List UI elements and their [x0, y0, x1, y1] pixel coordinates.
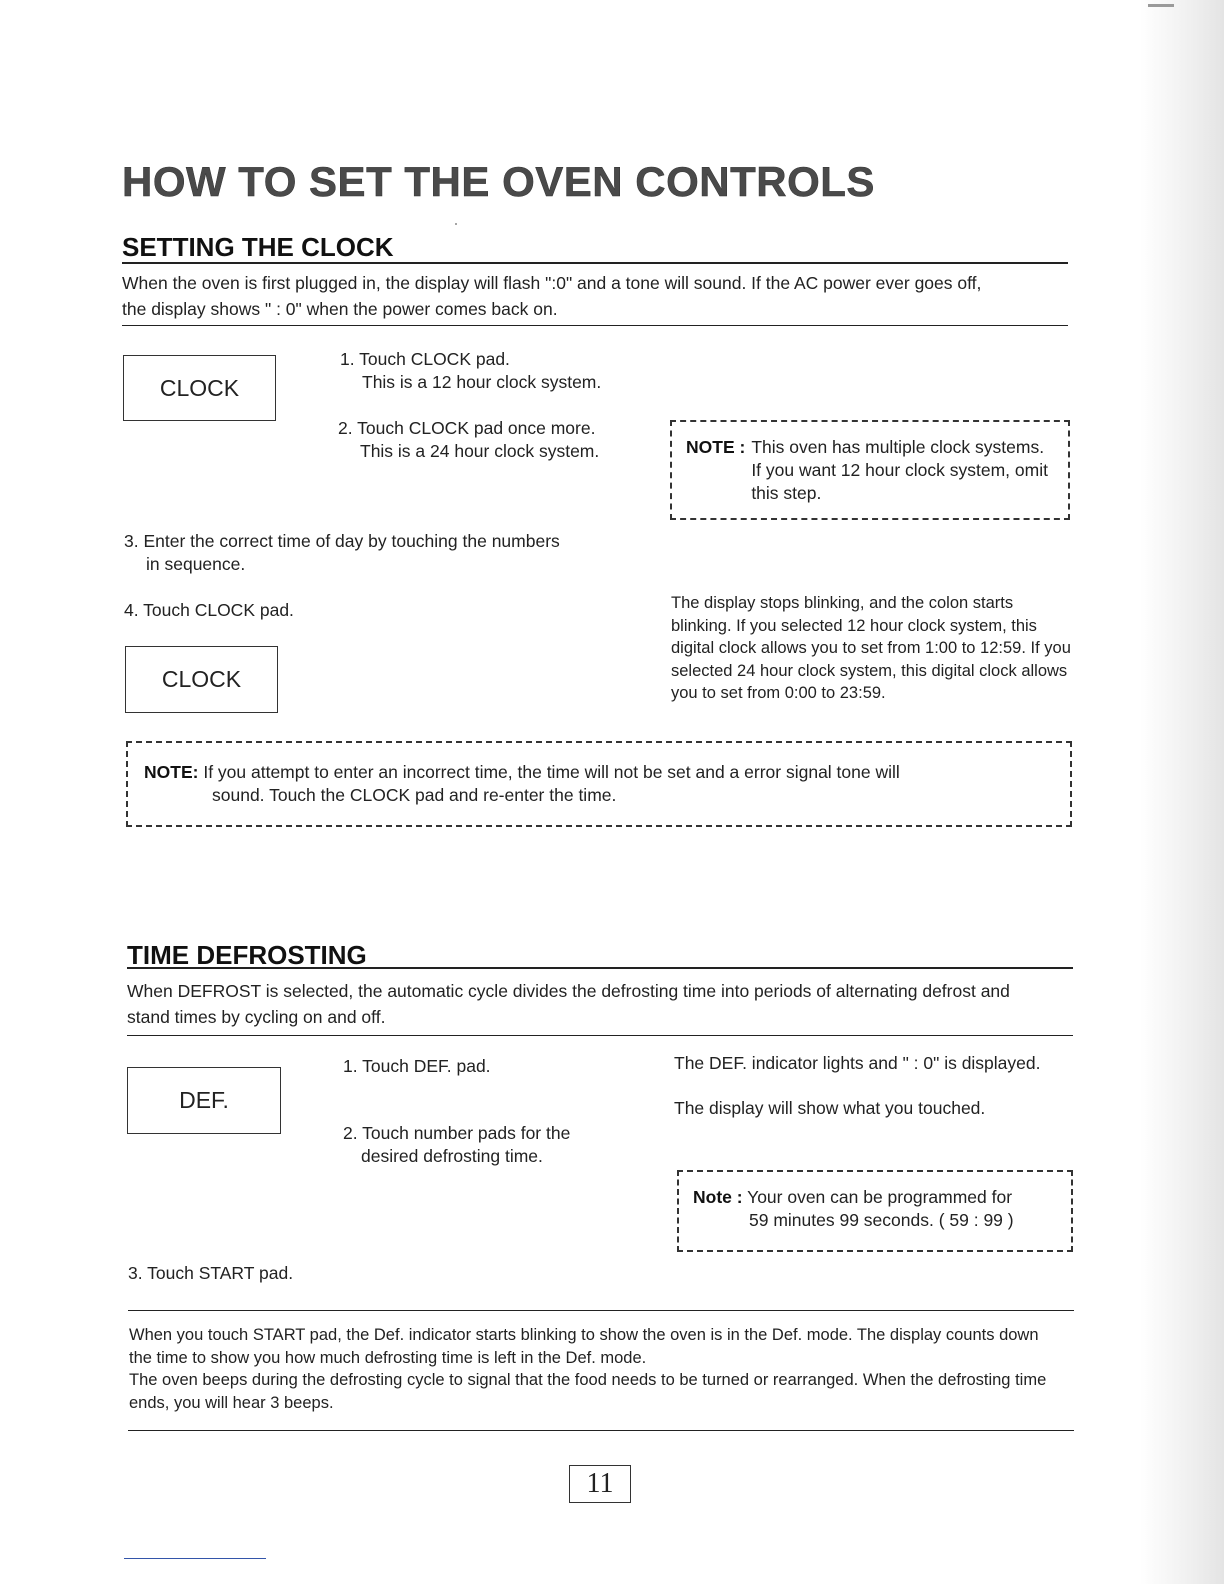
clock-step-2-text: 2. Touch CLOCK pad once more.	[338, 418, 596, 438]
page-edge-shadow	[1140, 0, 1224, 1584]
defrost-step-2-result: The display will show what you touched.	[674, 1098, 986, 1118]
defrost-summary-bottom-rule	[128, 1430, 1074, 1431]
defrost-step-2	[343, 1122, 570, 1168]
clock-step-1	[340, 348, 601, 394]
clock-step-1-sub: This is a 12 hour clock system.	[362, 372, 602, 392]
defrost-step-1: 1. Touch DEF. pad.	[343, 1056, 491, 1076]
def-pad-button[interactable]: DEF.	[127, 1067, 281, 1134]
clock-pad-button[interactable]: CLOCK	[123, 355, 276, 421]
clock-system-note-text: This oven has multiple clock systems. If you want 12 hour clock system, omit this step.	[751, 437, 1048, 503]
clock-step-3-sub: in sequence.	[146, 554, 246, 574]
defrost-summary-1: When you touch START pad, the Def. indicator starts blinking to show the oven is in the Def. mode. The display counts down the time to show you how much defrosting time is left in the Def. mode.	[129, 1326, 1039, 1367]
clock-heading-rule	[122, 262, 1068, 264]
defrost-step-3: 3. Touch START pad.	[128, 1263, 294, 1283]
clock-step-2-sub: This is a 24 hour clock system.	[360, 441, 600, 461]
clock-step-3	[124, 530, 560, 576]
defrost-note-sub: 59 minutes 99 seconds. ( 59 : 99 )	[749, 1210, 1014, 1230]
defrost-section-heading: TIME DEFROSTING	[127, 940, 367, 970]
clock-intro-rule	[122, 325, 1068, 326]
clock-system-note-box	[670, 420, 1070, 520]
clock-step-2	[338, 417, 599, 463]
clock-error-note-box	[126, 741, 1072, 827]
page-title: HOW TO SET THE OVEN CONTROLS	[122, 158, 875, 205]
clock-pad-button-2[interactable]: CLOCK	[125, 646, 278, 713]
defrost-summary-top-rule	[128, 1310, 1074, 1311]
defrost-intro: When DEFROST is selected, the automatic cycle divides the defrosting time into periods of alternating defrost and stand times by cycling on and off.	[127, 981, 1010, 1027]
clock-step-3-text: 3. Enter the correct time of day by touching the numbers	[124, 531, 560, 551]
clock-error-note-text: If you attempt to enter an incorrect time, the time will not be set and a error signal tone will	[203, 762, 900, 782]
clock-intro: When the oven is first plugged in, the display will flash ":0" and a tone will sound. If the AC power ever goes off, the display shows " : 0" when the power comes back on.	[122, 273, 982, 319]
defrost-summary-2: The oven beeps during the defrosting cycle to signal that the food needs to be turned or rearranged. When the defrosting time ends, you will hear 3 beeps.	[129, 1371, 1047, 1412]
page-number: 11	[569, 1465, 631, 1503]
defrost-heading-rule	[127, 967, 1073, 969]
defrost-note-box	[677, 1170, 1073, 1252]
scan-corner-mark	[1148, 4, 1174, 7]
clock-section-heading: SETTING THE CLOCK	[122, 232, 394, 262]
clock-step-4: 4. Touch CLOCK pad.	[124, 600, 294, 620]
defrost-step-1-result: The DEF. indicator lights and " : 0" is displayed.	[674, 1053, 1041, 1073]
clock-system-note-label: NOTE :	[686, 437, 746, 457]
clock-step-1-text: 1. Touch CLOCK pad.	[340, 349, 510, 369]
clock-error-note-sub: sound. Touch the CLOCK pad and re-enter the time.	[212, 785, 617, 805]
defrost-step-2-text: 2. Touch number pads for the	[343, 1123, 571, 1143]
defrost-step-2-sub: desired defrosting time.	[361, 1146, 543, 1166]
defrost-note-label: Note :	[693, 1187, 743, 1207]
scan-speck	[455, 223, 457, 225]
clock-error-note-label: NOTE:	[144, 762, 199, 782]
defrost-note-text: Your oven can be programmed for	[747, 1187, 1013, 1207]
defrost-intro-rule	[127, 1035, 1073, 1036]
clock-display-description: The display stops blinking, and the colon starts blinking. If you selected 12 hour clock system, this digital clock allows you to set from 1:00 to 12:59. If you selected 24 hour clock system, this digital clock allows you to set from 0:00 to 23:59.	[671, 594, 1071, 702]
footer-line	[124, 1558, 266, 1559]
